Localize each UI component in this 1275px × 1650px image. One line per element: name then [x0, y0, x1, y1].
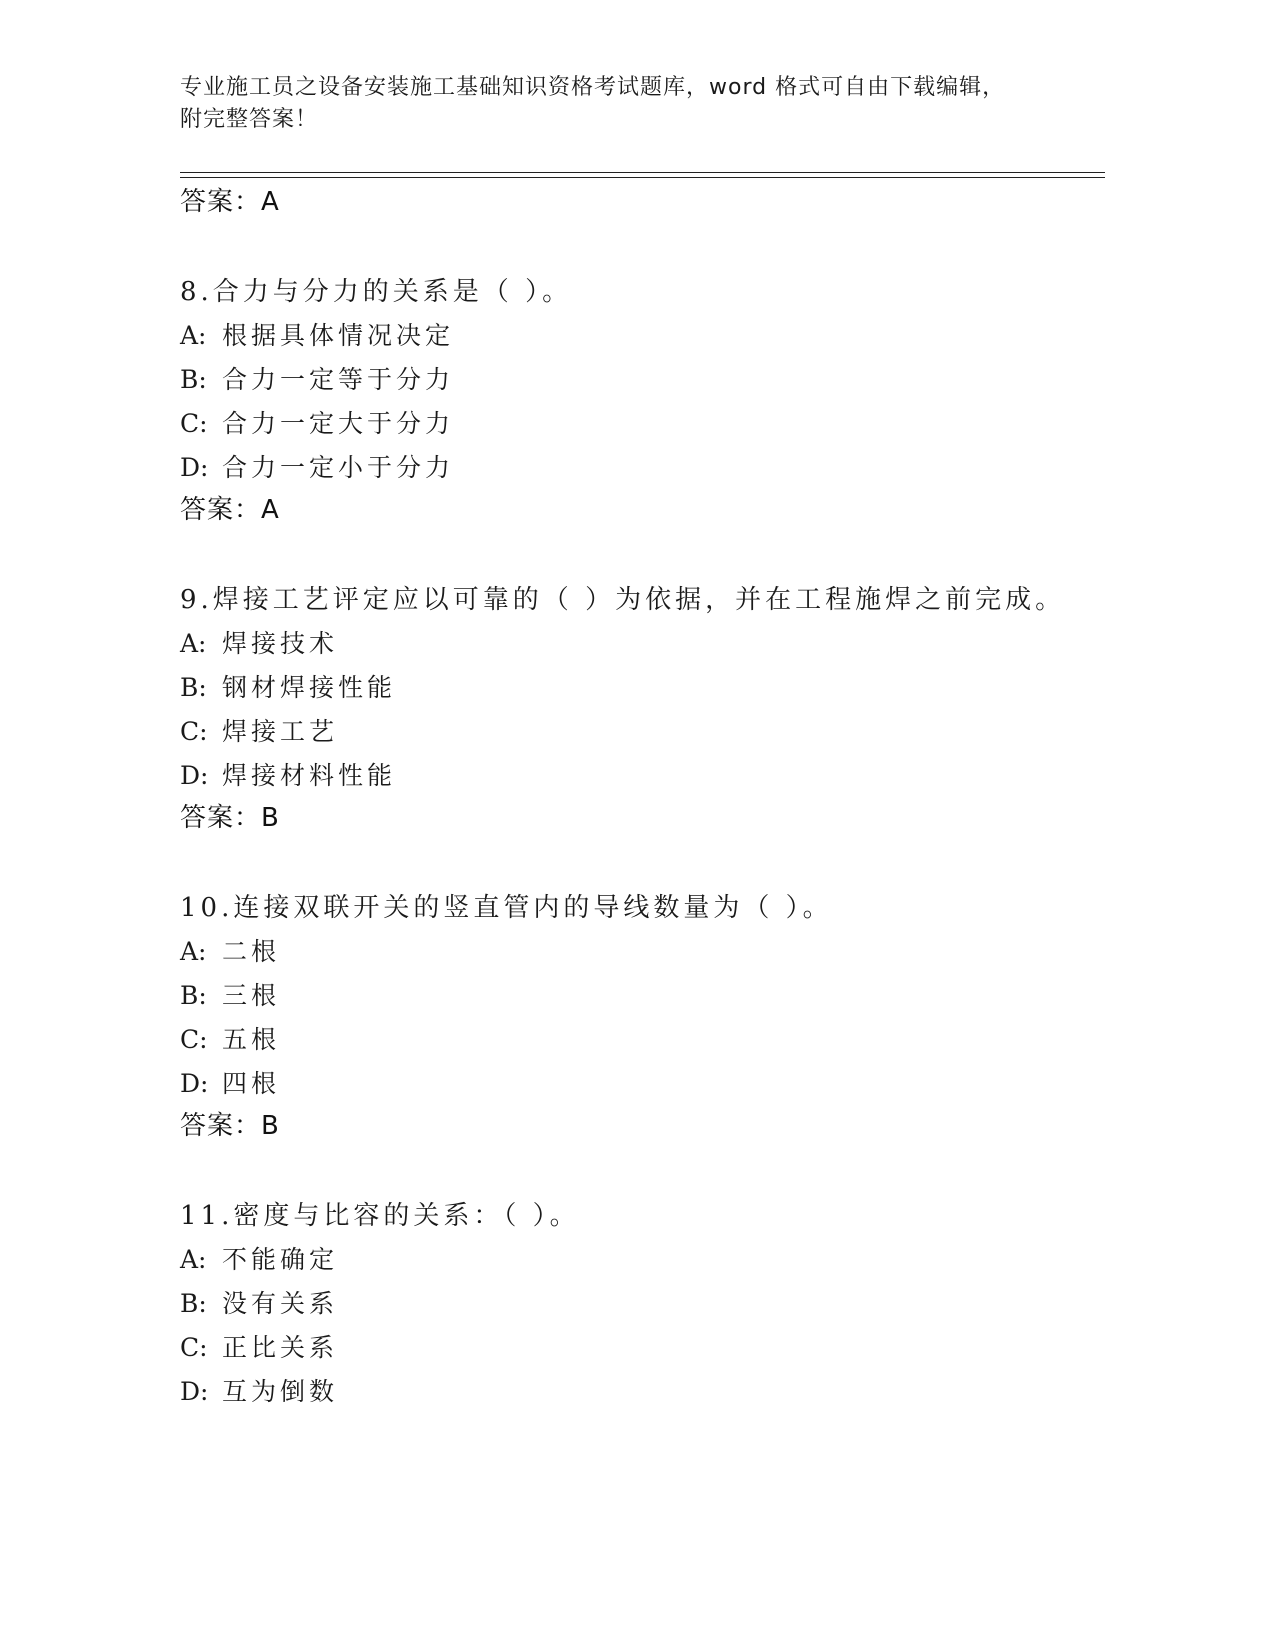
option-a	[180, 930, 1105, 974]
option-label: B:	[180, 365, 207, 394]
option-text: 焊接技术	[222, 629, 339, 658]
option-text: 没有关系	[222, 1289, 339, 1318]
option-label: A:	[180, 629, 207, 658]
option-text: 不能确定	[222, 1245, 339, 1274]
answer-line: 答案：A	[180, 187, 280, 217]
option-label: A:	[180, 321, 207, 350]
question-item	[180, 1194, 1105, 1414]
option-d	[180, 446, 1105, 490]
question-item	[180, 270, 1105, 530]
option-label: D:	[180, 1377, 209, 1406]
document-header	[180, 72, 1040, 136]
option-b	[180, 974, 1105, 1018]
option-c	[180, 1326, 1105, 1370]
option-c	[180, 402, 1105, 446]
option-label: D:	[180, 761, 209, 790]
option-a	[180, 1238, 1105, 1282]
header-line-2: 附完整答案！	[180, 107, 319, 132]
header-divider-top	[180, 172, 1105, 173]
question-item	[180, 578, 1105, 838]
option-a	[180, 622, 1105, 666]
option-c	[180, 1018, 1105, 1062]
option-text: 互为倒数	[222, 1377, 339, 1406]
option-text: 焊接工艺	[222, 717, 339, 746]
option-label: A:	[180, 937, 207, 966]
option-text: 四根	[222, 1069, 281, 1098]
option-a	[180, 314, 1105, 358]
option-d	[180, 754, 1105, 798]
question-stem: 9.焊接工艺评定应以可靠的（ ）为依据，并在工程施焊之前完成。	[180, 585, 1066, 615]
question-stem: 10.连接双联开关的竖直管内的导线数量为（ ）。	[180, 893, 833, 923]
option-c	[180, 710, 1105, 754]
question-stem: 8.合力与分力的关系是（ ）。	[180, 277, 573, 307]
answer-line: 答案：A	[180, 495, 280, 525]
option-label: B:	[180, 673, 207, 702]
option-label: C:	[180, 1025, 208, 1054]
question-stem: 11.密度与比容的关系：（ ）。	[180, 1201, 580, 1231]
option-d	[180, 1062, 1105, 1106]
option-b	[180, 358, 1105, 402]
option-text: 二根	[222, 937, 281, 966]
option-label: C:	[180, 717, 208, 746]
option-text: 钢材焊接性能	[222, 673, 397, 702]
answer-line: 答案：B	[180, 803, 280, 833]
option-text: 三根	[222, 981, 281, 1010]
option-b	[180, 666, 1105, 710]
option-label: D:	[180, 453, 209, 482]
option-text: 正比关系	[222, 1333, 339, 1362]
option-label: B:	[180, 981, 207, 1010]
option-text: 合力一定等于分力	[222, 365, 455, 394]
option-text: 合力一定小于分力	[222, 453, 455, 482]
option-label: A:	[180, 1245, 207, 1274]
option-label: B:	[180, 1289, 207, 1318]
header-divider-bottom	[180, 177, 1105, 178]
option-label: C:	[180, 1333, 208, 1362]
question-list	[180, 182, 1105, 1414]
option-text: 五根	[222, 1025, 281, 1054]
option-text: 合力一定大于分力	[222, 409, 455, 438]
option-label: C:	[180, 409, 208, 438]
option-text: 焊接材料性能	[222, 761, 397, 790]
option-b	[180, 1282, 1105, 1326]
answer-line: 答案：B	[180, 1111, 280, 1141]
question-item	[180, 886, 1105, 1146]
header-line-1: 专业施工员之设备安装施工基础知识资格考试题库，word 格式可自由下载编辑，	[180, 75, 1006, 100]
option-text: 根据具体情况决定	[222, 321, 455, 350]
option-d	[180, 1370, 1105, 1414]
option-label: D:	[180, 1069, 209, 1098]
